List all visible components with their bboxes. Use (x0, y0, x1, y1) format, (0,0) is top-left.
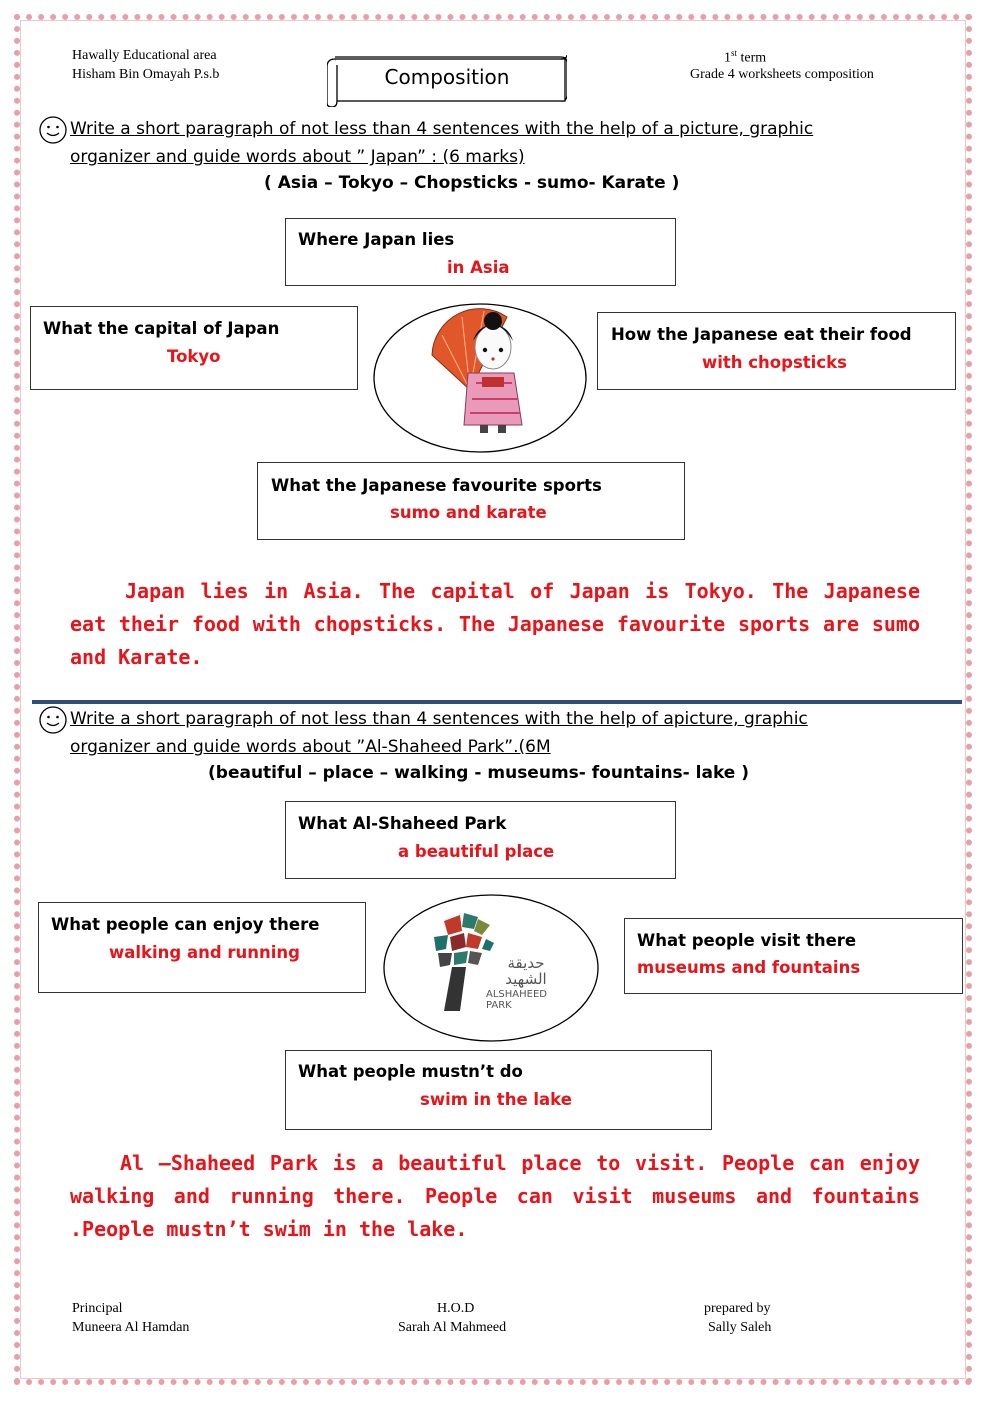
box-question: What people can enjoy there (51, 915, 320, 934)
title-scroll (327, 55, 567, 103)
box-question: What people visit there (637, 931, 857, 950)
smiley-icon (38, 705, 68, 735)
logo-english-line2: PARK (486, 1000, 512, 1011)
box-question: What Al-Shaheed Park (298, 814, 507, 833)
box-answer: Tokyo (167, 347, 221, 366)
section1-paragraph: Japan lies in Asia. The capital of Japan is Tokyo. The Japanese eat their food with chopsticks. The Japanese favourite sports are sumo and Karate. (70, 579, 920, 669)
box-answer: swim in the lake (420, 1090, 572, 1109)
smiley-icon (38, 115, 68, 145)
park-box-top (285, 801, 676, 879)
section-divider (32, 700, 962, 704)
section1-guide-words: ( Asia – Tokyo – Chopsticks - sumo- Karate ) (264, 173, 680, 193)
box-question: Where Japan lies (298, 230, 455, 249)
box-question: What the capital of Japan (43, 319, 280, 338)
box-question: What people mustn’t do (298, 1062, 523, 1081)
header-term: 1st term (724, 48, 767, 66)
footer-prepared-label: prepared by (704, 1301, 771, 1316)
japan-box-left (30, 306, 358, 390)
section2-paragraph: Al –Shaheed Park is a beautiful place to visit. People can enjoy walking and running there. People can visit museums and fountains .People mustn’t swim in the lake. (70, 1151, 920, 1241)
section2-instruction-line1: Write a short paragraph of not less than 4 sentences with the help of apicture, graphic (70, 709, 808, 729)
header-school: Hisham Bin Omayah P.s.b (72, 67, 220, 82)
section1-instruction-line2: organizer and guide words about ” Japan” : (6 marks) (70, 147, 525, 167)
footer-principal-name: Muneera Al Hamdan (72, 1320, 190, 1335)
box-question: What the Japanese favourite sports (271, 476, 602, 495)
logo-english-line1: ALSHAHEED (486, 989, 547, 1000)
header-grade: Grade 4 worksheets composition (690, 67, 874, 82)
japan-box-right (597, 312, 956, 390)
page-title: Composition (384, 65, 510, 89)
japan-box-bottom (257, 462, 685, 540)
box-question: How the Japanese eat their food (611, 325, 912, 344)
section2-guide-words: (beautiful – place – walking - museums- fountains- lake ) (208, 763, 750, 783)
logo-arabic-text: حديقة الشهيد (505, 954, 547, 988)
box-answer: museums and fountains (637, 958, 861, 977)
box-answer: in Asia (447, 258, 510, 277)
box-answer: a beautiful place (398, 842, 555, 861)
footer-hod-name: Sarah Al Mahmeed (398, 1320, 507, 1335)
section2-instruction-line2: organizer and guide words about ”Al-Shaheed Park”.(6M (70, 737, 551, 757)
park-box-bottom (285, 1050, 712, 1130)
park-picture (382, 893, 600, 1043)
park-box-right (624, 918, 963, 994)
footer-prepared-name: Sally Saleh (708, 1320, 772, 1335)
section1-instruction-line1: Write a short paragraph of not less than 4 sentences with the help of a picture, graphic (70, 119, 814, 139)
japan-picture (372, 295, 592, 455)
box-answer: walking and running (109, 943, 300, 962)
box-answer: sumo and karate (390, 503, 547, 522)
park-box-left (38, 902, 366, 993)
header-area: Hawally Educational area (72, 48, 217, 63)
japan-box-top (285, 218, 676, 286)
footer-hod-label: H.O.D (437, 1301, 475, 1316)
box-answer: with chopsticks (702, 353, 847, 372)
footer-principal-label: Principal (72, 1301, 123, 1316)
